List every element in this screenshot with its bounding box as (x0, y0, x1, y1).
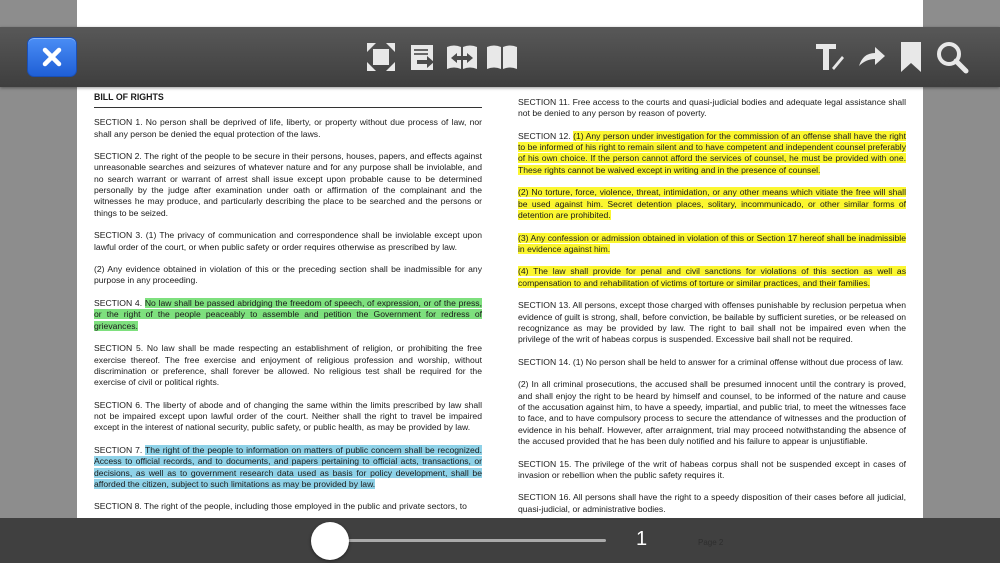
section-2: SECTION 2. The right of the people to be secure in their persons, houses, papers, and effects against unreasonable searches and seizures of whatever nature and for any purpose shall be inviolable, and no search warrant or warrant of arrest shall issue except upon probable cause to be determined personally by the judge after examination under oath or affirmation of the complainant and the witnesses he may produce, and particularly describing the place to be searched and the persons or things to be seized. (94, 151, 482, 218)
section-11: SECTION 11. Free access to the courts and quasi-judicial bodies and adequate legal assistance shall not be denied to any person by reason of poverty. (518, 97, 906, 119)
section-5: SECTION 5. No law shall be made respecting an establishment of religion, or prohibiting the free exercise thereof. The free exercise and enjoyment of religious profession and worship, without discrimination or preference, shall forever be allowed. No religious test shall be required for the exercise of civil or political rights. (94, 343, 482, 388)
page-number: 1 (636, 528, 648, 550)
document-title: BILL OF RIGHTS (94, 92, 164, 102)
book-icon[interactable] (485, 40, 519, 74)
section-12-prefix: SECTION 12. (518, 130, 574, 141)
section-12-1 (518, 131, 906, 176)
section-4-highlight[interactable]: No law shall be passed abridging the freedom of speech, of expression, or of the press, or the right of the people peaceably to assemble and petition the Government for redress of grievances. (94, 298, 482, 331)
section-7 (94, 445, 482, 490)
section-14-2: (2) In all criminal prosecutions, the accused shall be presumed innocent until the contrary is proved, and shall enjoy the right to be heard by himself and counsel, to be informed of the nature and cause of the accusation against him, to have a speedy, impartial, and public trial, to meet the witnesses face to face, and to have compulsory process to secure the attendance of witnesses and the production of evidence in his behalf. However, after arraignment, trial may proceed notwithstanding the absence of the accused provided that he has been duly notified and his failure to appear is unjustifiable. (518, 379, 906, 446)
section-6: SECTION 6. The liberty of abode and of changing the same within the limits prescribed by law shall not be impaired except upon lawful order of the court. Neither shall the right to travel be impaired except in the interest of national security, public safety, or public health, as may be provided by law. (94, 399, 482, 433)
section-12-3-highlight[interactable]: (3) Any confession or admission obtained in violation of this or Section 17 hereof shall be inadmissible in evidence against him. (518, 232, 906, 254)
section-4-prefix: SECTION 4. (94, 298, 145, 309)
page-slider-track[interactable] (330, 539, 606, 542)
page-footer-label: Page 2 (698, 538, 724, 547)
top-toolbar (0, 27, 1000, 87)
section-12-2 (518, 187, 906, 221)
section-12-4-highlight[interactable]: (4) The law shall provide for penal and civil sanctions for violations of this section as well as compensation to and rehabilitation of victims of torture or similar practices, and their families. (518, 266, 906, 288)
two-page-icon[interactable] (445, 40, 479, 74)
section-7-prefix: SECTION 7. (94, 444, 146, 455)
section-3-1: SECTION 3. (1) The privacy of communication and correspondence shall be inviolable except upon lawful order of the court, or when public safety or order requires otherwise as prescribed by law. (94, 230, 482, 252)
bookmark-icon[interactable] (894, 40, 928, 74)
right-column (518, 97, 906, 526)
section-12-3 (518, 233, 906, 256)
text-tool-icon[interactable] (812, 40, 846, 74)
share-icon[interactable] (855, 40, 889, 74)
section-8: SECTION 8. The right of the people, including those employed in the public and private sectors, to (94, 501, 467, 512)
section-12-1-highlight[interactable]: (1) Any person under investigation for the commission of an offense shall have the right to be informed of his right to remain silent and to have competent and independent counsel preferably of his own choice. If the person cannot afford the services of counsel, he must be provided with one. These rights cannot be waived except in writing and in the presence of counsel. (518, 130, 906, 175)
section-13: SECTION 13. All persons, except those charged with offenses punishable by reclusion perpetua when evidence of guilt is strong, shall, before conviction, be bailable by sufficient sureties, or be released on recognizance as may be provided by law. The right to bail shall not be impaired even when the privilege of the writ of habeas corpus is suspended. Excessive bail shall not be required. (518, 300, 906, 345)
section-4 (94, 298, 482, 332)
page-slider-knob[interactable] (311, 522, 349, 560)
export-icon[interactable] (405, 40, 439, 74)
section-14-1: SECTION 14. (1) No person shall be held to answer for a criminal offense without due process of law. (518, 356, 904, 367)
left-column (94, 92, 482, 524)
title-divider (94, 107, 482, 108)
close-button[interactable] (27, 37, 77, 77)
section-16: SECTION 16. All persons shall have the right to a speedy disposition of their cases before all judicial, quasi-judicial, or administrative bodies. (518, 492, 906, 514)
section-7-highlight[interactable]: The right of the people to information on matters of public concern shall be recognized. Access to official records, and to documents, and papers pertaining to official acts, transactions, or decisions, as well as to government research data used as basis for policy development, shall be afforded the citizen, subject to such limitations as may be provided by law. (94, 444, 482, 489)
section-3-2: (2) Any evidence obtained in violation of this or the preceding section shall be inadmissible for any purpose in any proceeding. (94, 264, 482, 286)
section-1: SECTION 1. No person shall be deprived of life, liberty, or property without due process of law, nor shall any person be denied the equal protection of the laws. (94, 117, 482, 139)
close-icon (41, 46, 63, 68)
search-icon[interactable] (935, 40, 969, 74)
section-15: SECTION 15. The privilege of the writ of habeas corpus shall not be suspended except in cases of invasion or rebellion when the public safety requires it. (518, 458, 906, 480)
section-12-4 (518, 266, 906, 289)
section-12-2-highlight[interactable]: (2) No torture, force, violence, threat, intimidation, or any other means which vitiate the free will shall be used against him. Secret detention places, solitary, incommunicado, or other similar forms of detention are prohibited. (518, 187, 906, 220)
bottom-bar (0, 518, 1000, 563)
fit-page-icon[interactable] (364, 40, 398, 74)
